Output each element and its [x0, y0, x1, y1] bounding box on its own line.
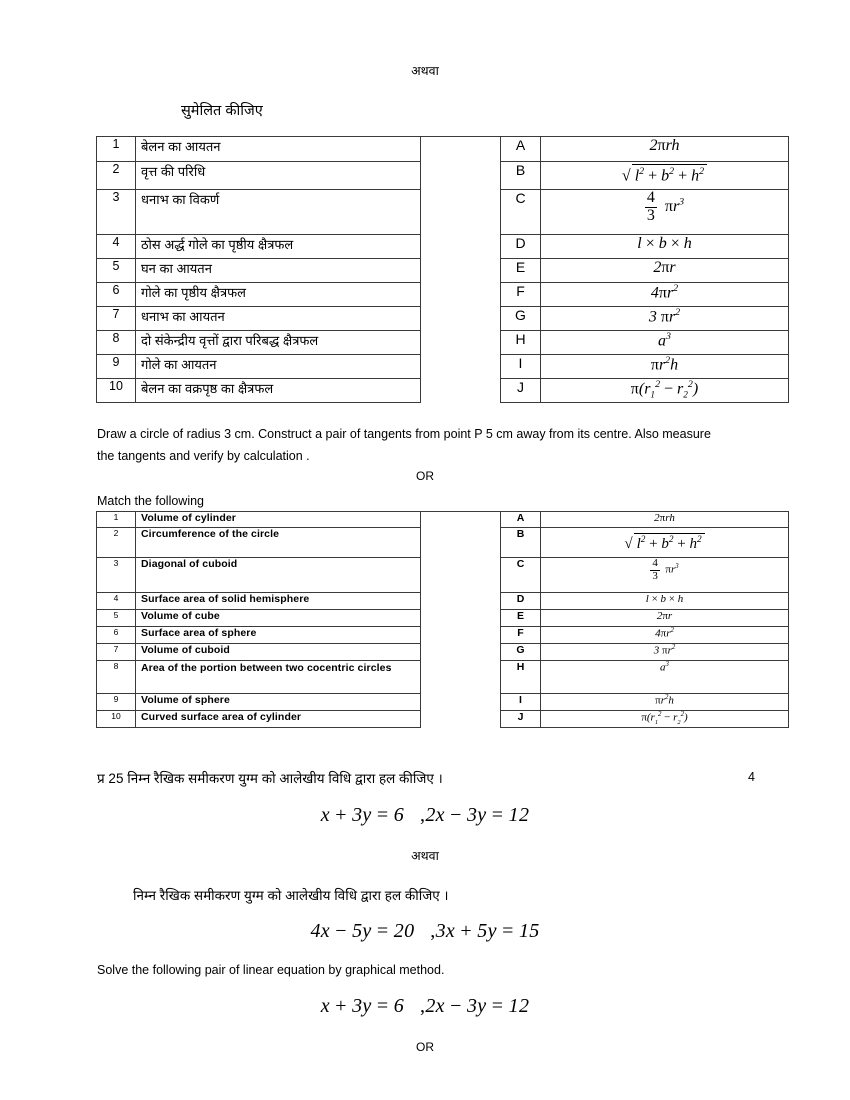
- row-formula: √ $l^2 + b^2 + h^2$: [541, 528, 789, 558]
- row-index: 7: [97, 307, 136, 331]
- row-letter: A: [501, 512, 541, 528]
- row-index: 3: [97, 558, 136, 593]
- construction-line-2: the tangents and verify by calculation .: [97, 448, 310, 463]
- row-label: Volume of cube: [136, 610, 421, 627]
- row-letter: B: [501, 162, 541, 190]
- row-letter: H: [501, 661, 541, 694]
- row-label: Area of the portion between two cocentric circles: [136, 661, 421, 694]
- row-label: Curved surface area of cylinder: [136, 711, 421, 728]
- row-label: Surface area of solid hemisphere: [136, 593, 421, 610]
- row-letter: I: [501, 355, 541, 379]
- row-formula: $\pi(r_1^2 - r_2^2)$: [541, 379, 789, 403]
- row-label: बेलन का वक्रपृष्ठ का क्षैत्रफल: [136, 379, 421, 403]
- row-index: 10: [97, 379, 136, 403]
- row-label: Volume of cuboid: [136, 644, 421, 661]
- row-formula: 2πr: [541, 259, 789, 283]
- row-index: 2: [97, 528, 136, 558]
- row-index: 5: [97, 610, 136, 627]
- table-row: [97, 512, 789, 528]
- row-index: 2: [97, 162, 136, 190]
- row-label: ठोस अर्द्ध गोले का पृष्ठीय क्षैत्रफल: [136, 235, 421, 259]
- gap-column: [421, 137, 501, 403]
- row-formula: 3 $\pi r^2$: [541, 307, 789, 331]
- equation-english: x + 3y = 6 ,2x − 3y = 12: [320, 995, 530, 1017]
- row-formula: $a^3$: [541, 331, 789, 355]
- row-formula: l × b × h: [541, 235, 789, 259]
- row-letter: I: [501, 694, 541, 711]
- row-formula: $\pi r^2h$: [541, 694, 789, 711]
- row-index: 5: [97, 259, 136, 283]
- match-heading-hindi: सुमेलित कीजिए: [181, 103, 263, 119]
- row-formula: 2πr: [541, 610, 789, 627]
- match-table-hindi: [96, 136, 789, 403]
- question-25-english-text: Solve the following pair of linear equation by graphical method.: [97, 963, 445, 977]
- equation-hindi-2: 4x − 5y = 20 ,3x + 5y = 15: [310, 920, 540, 942]
- row-formula: $a^3$: [541, 661, 789, 694]
- row-formula: √ $l^2 + b^2 + h^2$: [541, 162, 789, 190]
- or-label-bottom: OR: [416, 1040, 434, 1054]
- row-letter: C: [501, 190, 541, 235]
- table-row: [97, 137, 789, 162]
- row-index: 10: [97, 711, 136, 728]
- row-label: गोले का आयतन: [136, 355, 421, 379]
- row-index: 8: [97, 331, 136, 355]
- construction-question: [97, 424, 813, 468]
- match-heading-english: Match the following: [97, 494, 205, 508]
- gap-column: [421, 512, 501, 728]
- row-formula: $4\pi r^2$: [541, 627, 789, 644]
- row-index: 9: [97, 694, 136, 711]
- or-label-middle: OR: [416, 469, 434, 483]
- row-label: बेलन का आयतन: [136, 137, 421, 162]
- row-formula: $\pi r^2h$: [541, 355, 789, 379]
- row-letter: G: [501, 307, 541, 331]
- row-index: 1: [97, 512, 136, 528]
- construction-line-1: Draw a circle of radius 3 cm. Construct a pair of tangents from point P 5 cm away from its centre. Also measure: [97, 427, 711, 441]
- row-letter: A: [501, 137, 541, 162]
- row-label: Volume of sphere: [136, 694, 421, 711]
- row-index: 3: [97, 190, 136, 235]
- row-letter: J: [501, 711, 541, 728]
- row-label: Diagonal of cuboid: [136, 558, 421, 593]
- row-index: 4: [97, 593, 136, 610]
- row-formula: 2πrh: [541, 512, 789, 528]
- row-label: गोले का पृष्ठीय क्षैत्रफल: [136, 283, 421, 307]
- row-letter: G: [501, 644, 541, 661]
- row-letter: J: [501, 379, 541, 403]
- match-table-english: [96, 511, 789, 728]
- row-letter: D: [501, 235, 541, 259]
- row-label: धनाभ का आयतन: [136, 307, 421, 331]
- row-label: वृत्त की परिधि: [136, 162, 421, 190]
- equation-hindi-1: x + 3y = 6 ,2x − 3y = 12: [320, 804, 530, 826]
- row-letter: E: [501, 610, 541, 627]
- row-index: 6: [97, 627, 136, 644]
- row-index: 6: [97, 283, 136, 307]
- row-index: 9: [97, 355, 136, 379]
- row-formula: l × b × h: [541, 593, 789, 610]
- row-formula: $\frac{4}{3}$ $\pi r^3$: [541, 190, 789, 235]
- row-index: 4: [97, 235, 136, 259]
- row-letter: B: [501, 528, 541, 558]
- row-label: दो संकेन्द्रीय वृत्तों द्वारा परिबद्ध क्षैत्रफल: [136, 331, 421, 355]
- row-index: 7: [97, 644, 136, 661]
- row-formula: $4\pi r^2$: [541, 283, 789, 307]
- row-label: धनाभ का विकर्ण: [136, 190, 421, 235]
- question-25-alt-text: निम्न रैखिक समीकरण युग्म को आलेखीय विधि द्वारा हल कीजिए ।: [133, 888, 449, 903]
- row-index: 1: [97, 137, 136, 162]
- row-letter: C: [501, 558, 541, 593]
- alternative-label-top: अथवा: [411, 64, 439, 78]
- alternative-label-q25: अथवा: [411, 849, 439, 863]
- row-letter: F: [501, 283, 541, 307]
- row-letter: E: [501, 259, 541, 283]
- row-letter: D: [501, 593, 541, 610]
- question-25-marks: 4: [748, 770, 755, 784]
- row-label: घन का आयतन: [136, 259, 421, 283]
- row-formula: $\frac{4}{3}$ $\pi r^3$: [541, 558, 789, 593]
- row-label: Surface area of sphere: [136, 627, 421, 644]
- row-formula: 3 $\pi r^2$: [541, 644, 789, 661]
- row-letter: F: [501, 627, 541, 644]
- question-25-text: प्र 25 निम्न रैखिक समीकरण युग्म को आलेखीय विधि द्वारा हल कीजिए ।: [97, 771, 443, 786]
- row-index: 8: [97, 661, 136, 694]
- row-formula: 2πrh: [541, 137, 789, 162]
- row-label: Volume of cylinder: [136, 512, 421, 528]
- row-label: Circumference of the circle: [136, 528, 421, 558]
- row-letter: H: [501, 331, 541, 355]
- row-formula: $\pi(r_1^2 - r_2^2)$: [541, 711, 789, 728]
